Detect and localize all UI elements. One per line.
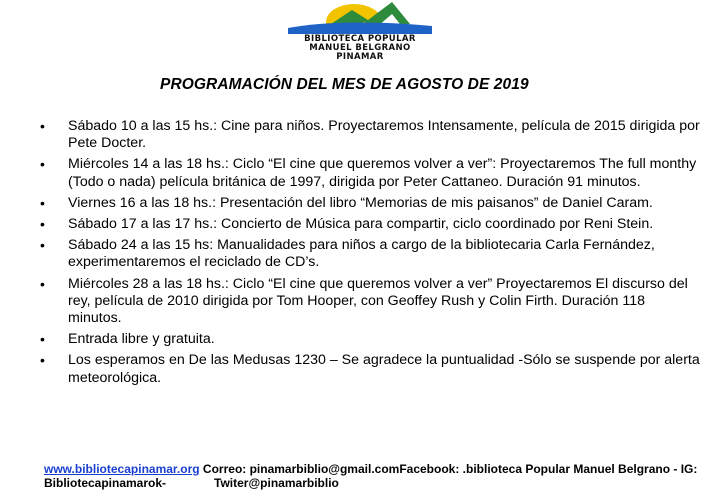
list-item	[40, 276, 700, 328]
event-text: Sábado 10 a las 15 hs.: Cine para niños. Proyectaremos Intensamente, película de 2015 dirigida por Pete Docter.	[68, 118, 700, 152]
bullet-icon: •	[40, 118, 45, 134]
logo-mountain-icon	[282, 0, 438, 34]
event-list	[40, 118, 700, 391]
bullet-icon: •	[40, 216, 45, 233]
event-text: Entrada libre y gratuita.	[68, 331, 215, 348]
list-item	[40, 331, 700, 348]
email-text: Correo: pinamarbiblio@gmail.com	[199, 462, 400, 476]
page-title: PROGRAMACIÓN DEL MES DE AGOSTO DE 2019	[160, 76, 529, 93]
twitter-text: Twiter@pinamarbiblio	[214, 476, 339, 490]
logo-text-line3: PINAMAR	[336, 52, 384, 62]
list-item	[40, 216, 700, 233]
bullet-icon: •	[40, 275, 45, 292]
list-item	[40, 237, 700, 271]
instagram-text: - IG: Bibliotecapinamarok-	[44, 462, 698, 490]
event-text: Viernes 16 a las 18 hs.: Presentación del libro “Memorias de mis paisanos” de Daniel Caram.	[68, 194, 653, 211]
logo-text-line2: MANUEL BELGRANO	[309, 43, 411, 53]
event-text: Miércoles 14 a las 18 hs.: Ciclo “El cine que queremos volver a ver”: Proyectaremos The full monthy (Todo o nada) película británica de 1997, dirigida por Peter Cattaneo. Duración 91 minutos.	[68, 156, 697, 190]
event-text: Sábado 17 a las 17 hs.: Concierto de Música para compartir, ciclo coordinado por Reni Stein.	[68, 216, 654, 233]
list-item	[40, 156, 700, 190]
event-text: Sábado 24 a las 15 hs: Manualidades para niños a cargo de la bibliotecaria Carla Fernández, experimentaremos el reciclado de CD’s.	[68, 237, 655, 271]
website-link[interactable]: www.bibliotecapinamar.org	[44, 462, 200, 476]
event-text: Miércoles 28 a las 18 hs.: Ciclo “El cine que queremos volver a ver” Proyectaremos El discurso del rey, película de 2010 dirigida por Tom Hooper, con Geoffey Rush y Colin Firth. Duración 118 minutos.	[68, 275, 688, 327]
contact-footer	[44, 462, 704, 490]
bullet-icon: •	[40, 237, 45, 254]
list-item	[40, 352, 700, 386]
bullet-icon: •	[40, 331, 45, 348]
list-item	[40, 118, 700, 152]
event-text: Los esperamos en De las Medusas 1230 – Se agradece la puntualidad -Sólo se suspende por alerta meteorológica.	[68, 352, 700, 386]
bullet-icon: •	[40, 194, 45, 211]
library-logo	[270, 0, 450, 66]
logo-text-line1: BIBLIOTECA POPULAR	[304, 34, 416, 44]
bullet-icon: •	[40, 156, 45, 173]
facebook-text: Facebook: .biblioteca Popular Manuel Belgrano	[399, 462, 671, 476]
list-item	[40, 195, 700, 212]
bullet-icon: •	[40, 352, 45, 369]
